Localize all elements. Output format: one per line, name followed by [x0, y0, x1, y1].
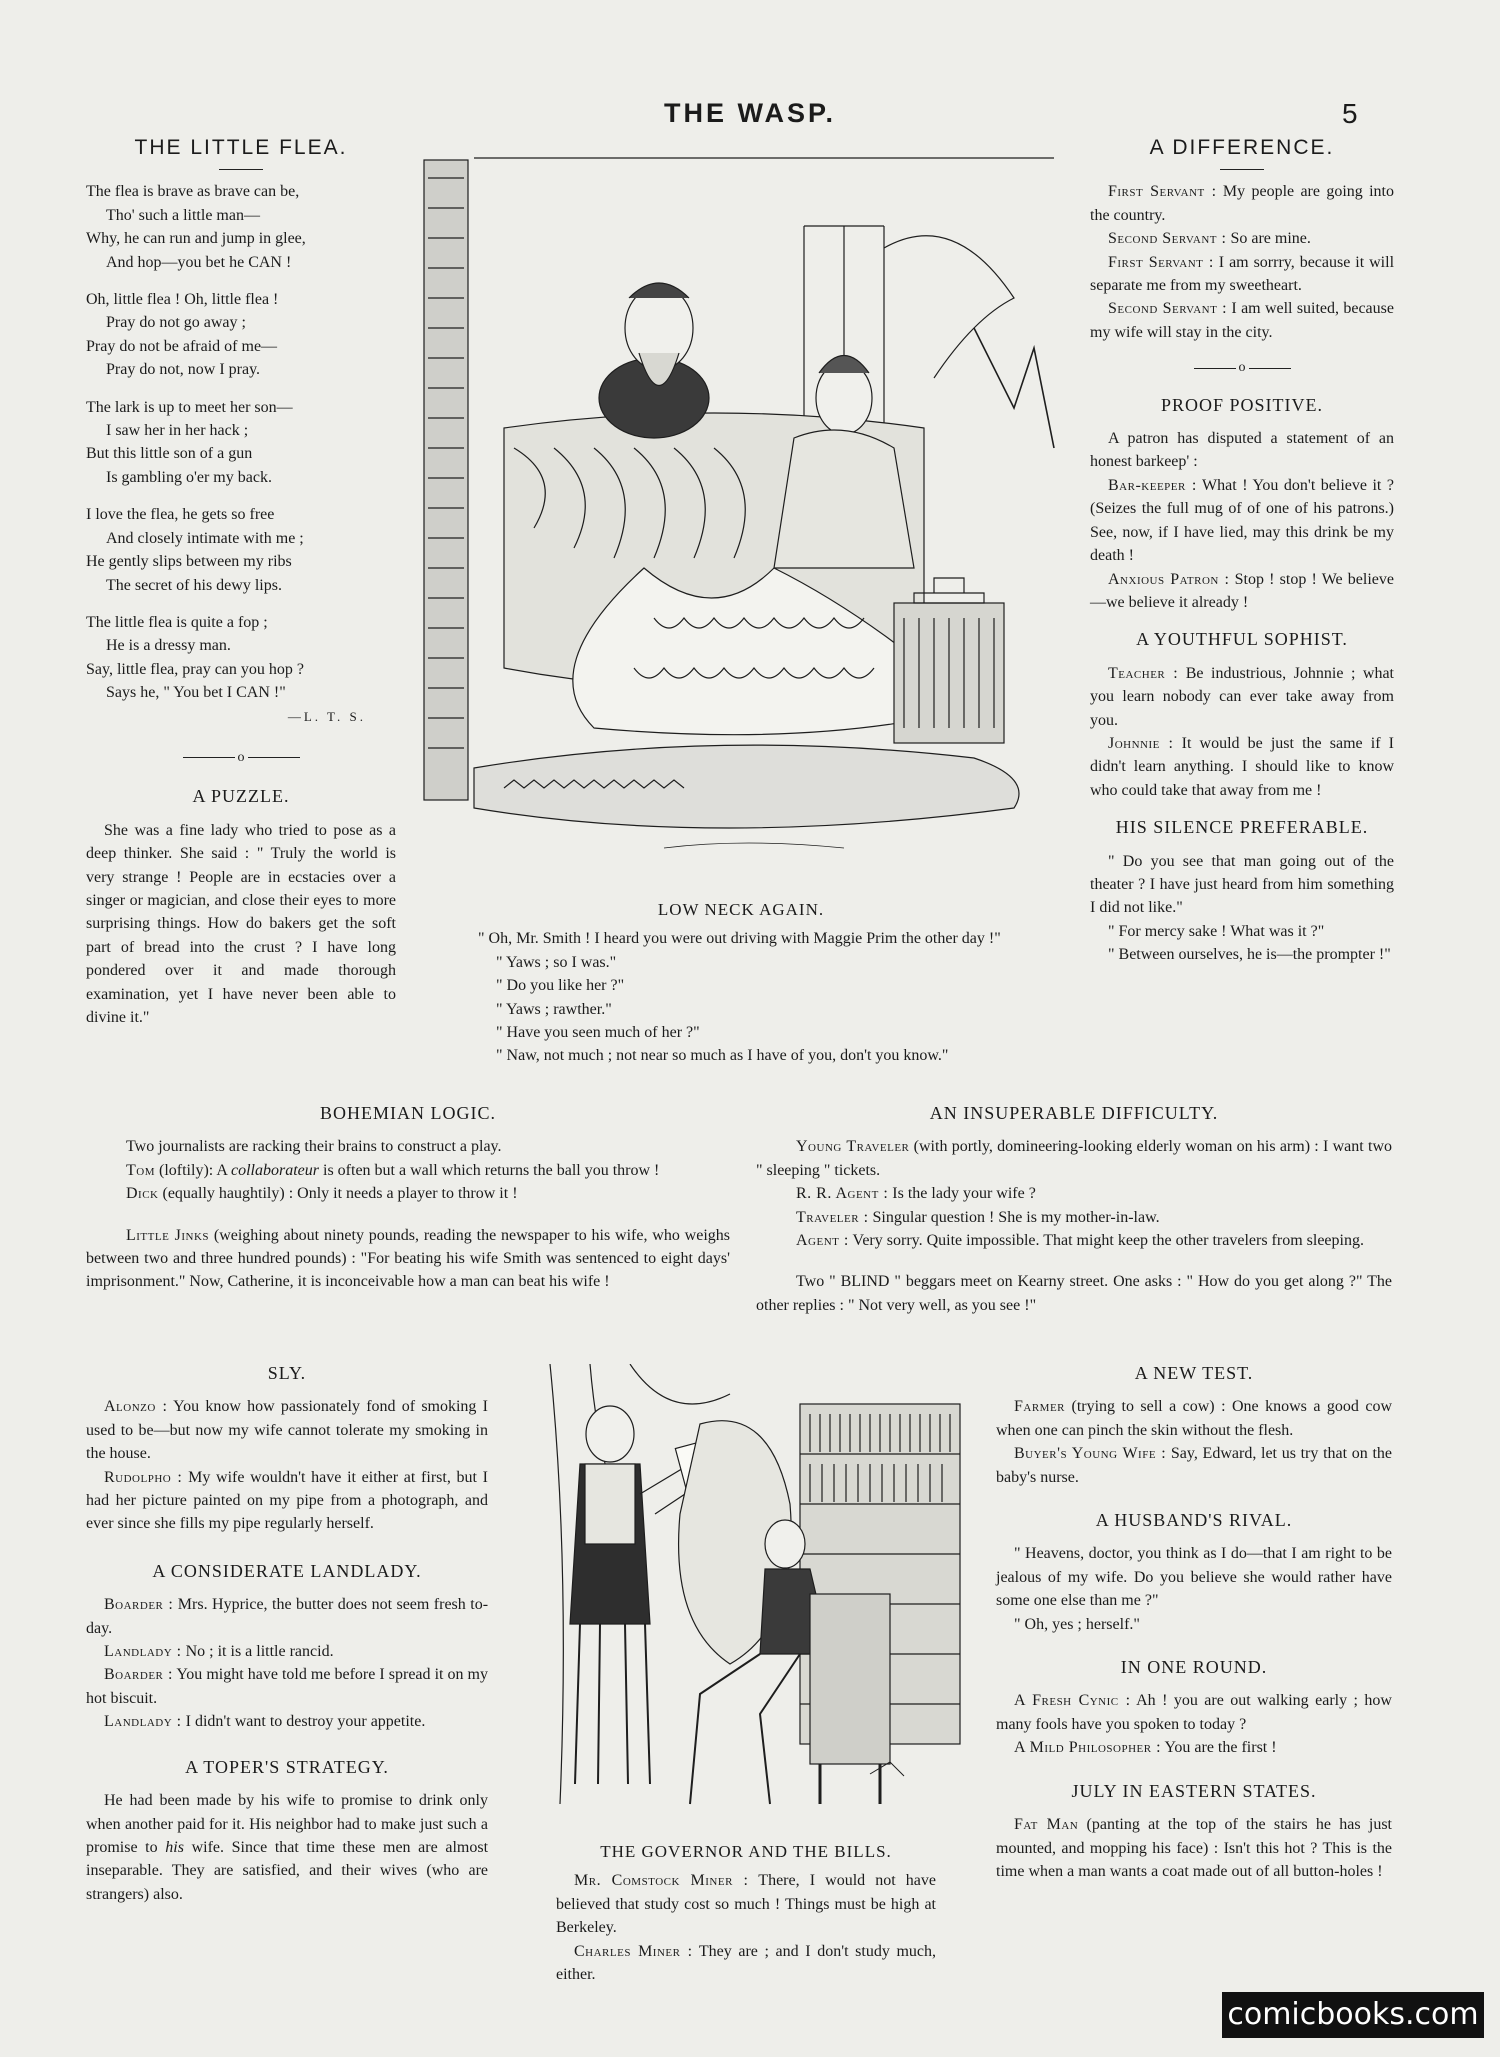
dialogue-line: Charles Miner : They are ; and I don't study much, either. [556, 1942, 936, 1984]
verse-line: The lark is up to meet her son— [86, 398, 293, 416]
dialogue-line: " Naw, not much ; not near so much as I have of you, don't you know." [496, 1047, 949, 1065]
title-rule [219, 169, 263, 170]
new-test-title: A NEW TEST. [1134, 1363, 1254, 1383]
verse-line: The little flea is quite a fop ; [86, 613, 268, 631]
dialogue-line: " Between ourselves, he is—the prompter !" [1108, 946, 1391, 964]
proof-intro: A patron has disputed a statement of an honest barkeep' : [1090, 430, 1394, 471]
dialogue-line: " For mercy sake ! What was it ?" [1108, 922, 1325, 940]
page-number: 5 [1342, 98, 1358, 129]
dialogue-line: " Oh, Mr. Smith ! I heard you were out driving with Maggie Prim the other day !" [478, 930, 1001, 948]
speaker: Second Servant : [1108, 300, 1228, 318]
dialogue-line: Second Servant : So are mine. [1108, 230, 1311, 248]
verse-line: Say, little flea, pray can you hop ? [86, 660, 304, 678]
masthead: THE WASP. [663, 98, 837, 128]
governor-illustration [530, 1364, 966, 1834]
verse-line: And closely intimate with me ; [106, 529, 304, 547]
little-flea-poem [86, 180, 396, 728]
right-column-top [1090, 136, 1394, 967]
governor-title: THE GOVERNOR AND THE BILLS. [600, 1842, 892, 1861]
stanza [86, 288, 396, 382]
dialogue-line: A Mild Philosopher : You are the first ! [1014, 1739, 1277, 1757]
dialogue-line: Landlady : No ; it is a little rancid. [104, 1643, 334, 1661]
verse-line: Says he, " You bet I CAN !" [106, 684, 286, 702]
signature: —L. T. S. [287, 708, 366, 724]
verse-line: Oh, little flea ! Oh, little flea ! [86, 291, 279, 309]
landlady-title: A CONSIDERATE LANDLADY. [152, 1560, 422, 1581]
dialogue-line: Agent : Very sorry. Quite impossible. That might keep the other travelers from sleeping. [796, 1232, 1364, 1250]
watermark: comicbooks.com [1222, 1992, 1484, 2038]
dialogue-line: Young Traveler (with portly, domineering-looking elderly woman on his arm) : I want two " sleeping " tickets. [756, 1138, 1392, 1179]
proof-positive-title: PROOF POSITIVE. [1160, 394, 1324, 415]
dialogue-line: Buyer's Young Wife : Say, Edward, let us try that on the baby's nurse. [996, 1445, 1393, 1486]
jinks-paragraph: Little Jinks (weighing about ninety pounds, reading the newspaper to his wife, who weighs between two and three hundred pounds) : "For beating his wife Smith was sentenced to eight days' imprisonment." Now, Catherine, it is inconceivable how a man can beat his wife ! [86, 1226, 730, 1291]
dialogue-line: " Do you see that man going out of the theater ? I have just heard from him something I did not like." [1090, 852, 1394, 917]
dialogue-line: Tom (loftily): A collaborateur is often but a wall which returns the ball you throw ! [126, 1161, 660, 1179]
dialogue-line: " Do you like her ?" [496, 977, 625, 995]
dialogue-line: First Servant : I am sorrry, because it will separate me from my sweetheart. [1090, 253, 1395, 295]
toper-title: A TOPER'S STRATEGY. [185, 1756, 389, 1777]
verse-line: The flea is brave as brave can be, [86, 183, 300, 201]
stanza [86, 180, 396, 274]
toper-text: He had been made by his wife to promise to drink only when another paid for it. His neighbor had to make just such a promise to his wife. Since that time these men are almost inseparable. They are satisfied, and their wives (who are strangers) also. [86, 1792, 489, 1903]
verse-line: I love the flea, he gets so free [86, 506, 275, 524]
little-flea-title: THE LITTLE FLEA. [134, 136, 348, 159]
bohemian-section [86, 1102, 730, 1294]
speaker: First Servant : [1108, 183, 1217, 201]
stanza [86, 503, 396, 597]
speaker: First Servant : [1108, 253, 1214, 271]
title-rule [1220, 169, 1264, 170]
dialogue-line: Fat Man (panting at the top of the stairs he has just mounted, and mopping his face) : Isn't this hot ? This is the time when a man wants a coat made out of all button-holes ! [996, 1816, 1392, 1880]
dialogue-line: Traveler : Singular question ! She is my mother-in-law. [796, 1208, 1160, 1226]
verse-line: He is a dressy man. [106, 637, 231, 655]
dialogue-line: " Have you seen much of her ?" [496, 1024, 700, 1042]
divider-glyph: o [237, 749, 245, 765]
right-column-bottom [996, 1362, 1392, 1883]
left-column-bottom [86, 1362, 488, 1906]
verse-line: I saw her in her hack ; [106, 422, 249, 440]
puzzle-title: A PUZZLE. [192, 786, 290, 807]
dialogue-line: Bar-keeper : What ! You don't believe it ? (Seizes the full mug of of one of his patrons.) See, now, if I have lied, may this drink be my death ! [1090, 476, 1394, 565]
dialogue-line: R. R. Agent : Is the lady your wife ? [796, 1185, 1036, 1203]
verse-line: Why, he can run and jump in glee, [86, 230, 306, 248]
dialogue-line: Farmer (trying to sell a cow) : One knows a good cow when one can pinch the skin without the flesh. [996, 1398, 1393, 1439]
low-neck-section [460, 898, 1022, 1068]
bohemian-intro: Two journalists are racking their brains to construct a play. [126, 1138, 502, 1156]
dialogue-line: Alonzo : You know how passionately fond of smoking I used to be—but now my wife cannot tolerate my smoking in the house. [86, 1398, 488, 1463]
one-round-title: IN ONE ROUND. [1120, 1657, 1268, 1678]
section-divider [86, 746, 396, 769]
dialogue-line: Rudolpho : My wife wouldn't have it either at first, but I had her picture painted on my pipe from a photograph, and ever since she fills my pipe regularly herself. [86, 1468, 489, 1533]
dialogue-line: Anxious Patron : Stop ! stop ! We believe—we believe it already ! [1090, 570, 1394, 611]
dialogue-line: Landlady : I didn't want to destroy your appetite. [104, 1713, 426, 1731]
stanza [86, 611, 396, 705]
dialogue-line: Dick (equally haughtily) : Only it needs a player to throw it ! [126, 1185, 518, 1203]
dialogue-line: " Heavens, doctor, you think as I do—that I am right to be jealous of my wife. Do you believe she would rather have some one else than me ?" [996, 1545, 1392, 1610]
section-divider: o [1090, 356, 1394, 379]
dialogue-line: Boarder : You might have told me before I spread it on my hot biscuit. [86, 1666, 488, 1707]
dialogue-line: First Servant : My people are going into the country. [1090, 183, 1394, 224]
verse-line: He gently slips between my ribs [86, 553, 292, 571]
july-title: JULY IN EASTERN STATES. [1071, 1780, 1317, 1801]
dialogue-line: A Fresh Cynic : Ah ! you are out walking early ; how many fools have you spoken to today ? [996, 1692, 1392, 1733]
silence-title: HIS SILENCE PREFERABLE. [1115, 817, 1369, 838]
dialogue-line: " Yaws ; rawther." [496, 1000, 612, 1018]
verse-line: And hop—you bet he CAN ! [106, 253, 292, 271]
blind-beggars-paragraph: Two " BLIND " beggars meet on Kearny street. One asks : " How do you get along ?" The other replies : " Not very well, as you see !" [756, 1273, 1392, 1314]
left-column-top [86, 136, 396, 1029]
speaker: Second Servant : [1108, 230, 1227, 248]
dialogue-line: Teacher : Be industrious, Johnnie ; what you learn nobody can ever take away from you. [1090, 664, 1395, 729]
dialogue-line: Mr. Comstock Miner : There, I would not have believed that study cost so much ! Things must be high at Berkeley. [556, 1872, 936, 1937]
rival-title: A HUSBAND'S RIVAL. [1095, 1510, 1293, 1531]
dialogue-line: Second Servant : I am well suited, because my wife will stay in the city. [1090, 300, 1394, 341]
dialogue-line: Johnnie : It would be just the same if I didn't learn anything. I should like to know who could take that away from me ! [1090, 734, 1395, 799]
verse-line: Is gambling o'er my back. [106, 468, 272, 486]
puzzle-text: She was a fine lady who tried to pose as a deep thinker. She said : " Truly the world is very strange ! People are in ecstacies over a singer or magician, and close their eyes to more surprising things. How do bakers get the soft part of bread into the crust ? I have long pondered over it and made thorough examination, yet I have never been able to divine it." [86, 821, 396, 1026]
verse-line: Pray do not be afraid of me— [86, 337, 278, 355]
youthful-sophist-title: A YOUTHFUL SOPHIST. [1136, 629, 1348, 650]
low-neck-title: LOW NECK AGAIN. [657, 900, 825, 919]
insuperable-title: AN INSUPERABLE DIFFICULTY. [929, 1103, 1219, 1123]
dialogue-line: " Yaws ; so I was." [496, 953, 617, 971]
sofa-illustration [414, 148, 1058, 884]
verse-line: Pray do not go away ; [106, 314, 246, 332]
governor-section [556, 1840, 936, 1986]
dialogue-line: " Oh, yes ; herself." [1014, 1615, 1140, 1633]
verse-line: The secret of his dewy lips. [106, 576, 282, 594]
sly-title: SLY. [267, 1363, 307, 1383]
bohemian-title: BOHEMIAN LOGIC. [320, 1103, 496, 1123]
insuperable-section [756, 1102, 1392, 1317]
verse-line: Pray do not, now I pray. [106, 361, 261, 379]
stanza [86, 396, 396, 490]
difference-title: A DIFFERENCE. [1149, 136, 1335, 159]
dialogue-line: Boarder : Mrs. Hyprice, the butter does not seem fresh to-day. [86, 1596, 489, 1637]
verse-line: Tho' such a little man— [106, 206, 260, 224]
verse-line: But this little son of a gun [86, 445, 253, 463]
